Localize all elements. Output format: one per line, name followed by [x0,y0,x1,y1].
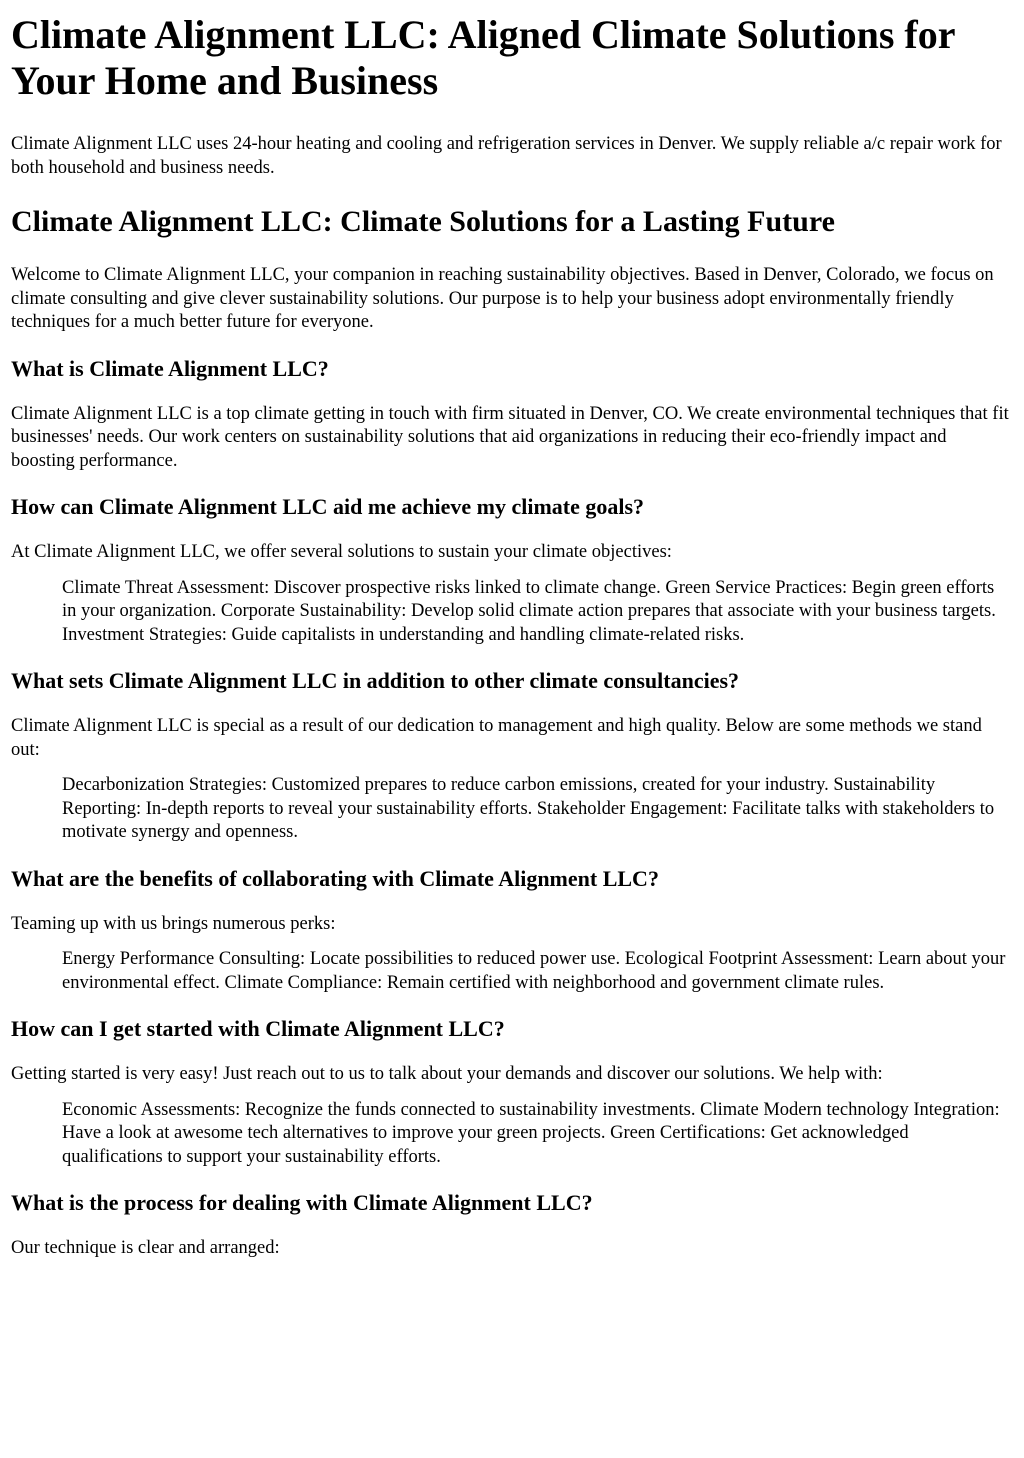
heading-get-started: How can I get started with Climate Alignment LLC? [11,1016,505,1041]
heading-sets-apart: What sets Climate Alignment LLC in addition to other climate consultancies? [11,668,740,693]
quote-stand-out: Decarbonization Strategies: Customized prepares to reduce carbon emissions, created for your industry. Sustainability Reporting: In-depth reports to reveal your sustainability efforts. Stakeholder Engagement: Facilitate talks with stakeholders to motivate synergy and openness. [62,775,995,842]
article [0,12,1024,1261]
paragraph-sets-apart: Climate Alignment LLC is special as a result of our dedication to management and high quality. Below are some methods we stand out: [11,716,982,760]
section-title: Climate Alignment LLC: Climate Solutions for a Lasting Future [11,205,835,238]
paragraph-benefits: Teaming up with us brings numerous perks: [11,913,336,934]
intro-paragraph: Climate Alignment LLC uses 24-hour heating and cooling and refrigeration services in Denver. We supply reliable a/c repair work for both household and business needs. [11,134,1002,178]
quote-services: Climate Threat Assessment: Discover prospective risks linked to climate change. Green Service Practices: Begin green efforts in your organization. Corporate Sustainability: Develop solid climate action prepares that associate with your business targets. Investment Strategies: Guide capitalists in understanding and handling climate-related risks. [62,577,996,645]
heading-what-is: What is Climate Alignment LLC? [11,355,329,381]
heading-achieve-goals: How can Climate Alignment LLC aid me achieve my climate goals? [11,494,645,519]
welcome-paragraph: Welcome to Climate Alignment LLC, your companion in reaching sustainability objectives. Based in Denver, Colorado, we focus on climate consulting and give clever sustainability solutions. Our purpose is to help your business adopt environmentally friendly techniques for a much better future for everyone. [11,265,994,332]
paragraph-process: Our technique is clear and arranged: [11,1238,280,1258]
paragraph-achieve-goals: At Climate Alignment LLC, we offer several solutions to sustain your climate objectives: [11,542,672,562]
page-title: Climate Alignment LLC: Aligned Climate Solutions for Your Home and Business [11,12,955,103]
quote-help-with: Economic Assessments: Recognize the funds connected to sustainability investments. Climate Modern technology Integration: Have a look at awesome tech alternatives to improve your green projects. Green Certifications: Get acknowledged qualifications to support your sustainability efforts. [62,1099,1000,1167]
quote-perks: Energy Performance Consulting: Locate possibilities to reduced power use. Ecological Footprint Assessment: Learn about your environmental effect. Climate Compliance: Remain certified with neighborhood and government climate rules. [62,949,1006,993]
paragraph-get-started: Getting started is very easy! Just reach out to us to talk about your demands and discover our solutions. We help with: [11,1064,883,1084]
paragraph-what-is: Climate Alignment LLC is a top climate getting in touch with firm situated in Denver, CO. We create environmental techniques that fit businesses' needs. Our work centers on sustainability solutions that aid organizations in reducing their eco-friendly impact and boosting performance. [11,403,1009,471]
heading-benefits: What are the benefits of collaborating with Climate Alignment LLC? [11,865,659,891]
heading-process: What is the process for dealing with Climate Alignment LLC? [11,1190,593,1215]
